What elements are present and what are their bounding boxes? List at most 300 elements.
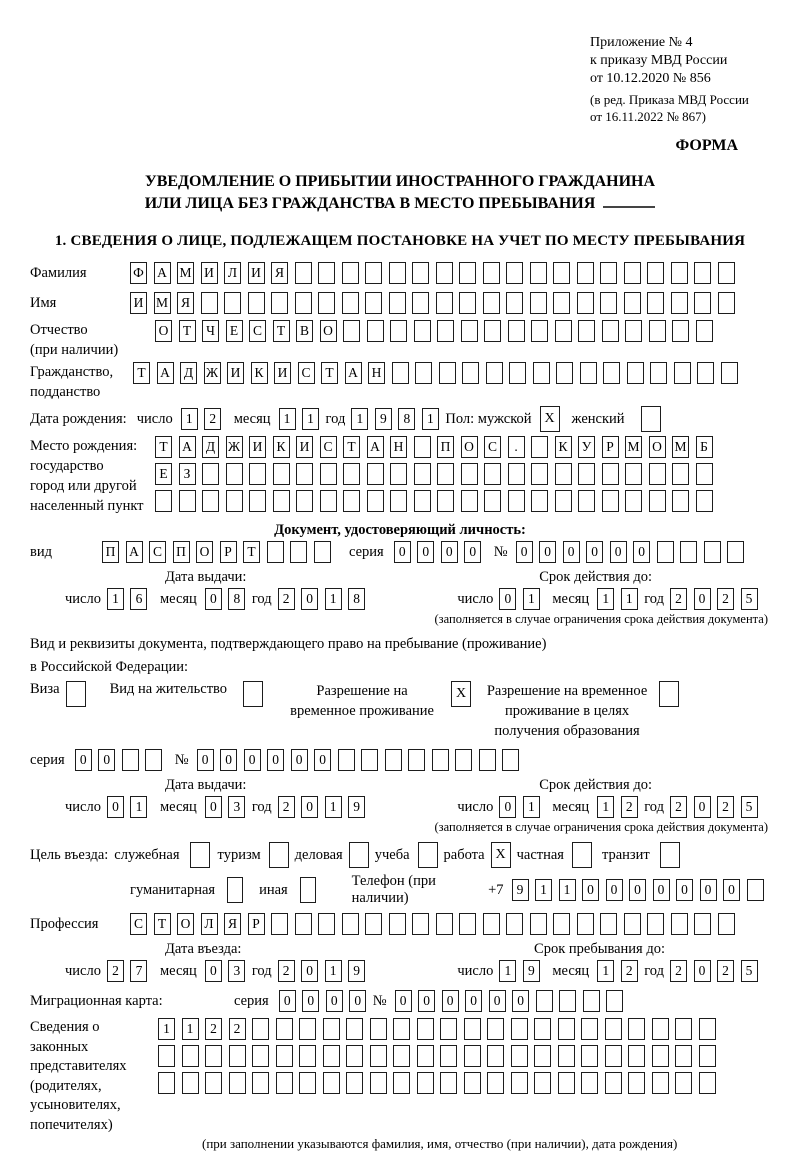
char-cell[interactable] bbox=[179, 490, 196, 512]
char-cell[interactable] bbox=[440, 1072, 457, 1094]
char-cell[interactable] bbox=[437, 320, 454, 342]
char-cell[interactable] bbox=[699, 1072, 716, 1094]
char-cell[interactable]: Л bbox=[201, 913, 218, 935]
char-cell[interactable]: 2 bbox=[278, 796, 295, 818]
char-cell[interactable]: 0 bbox=[205, 960, 222, 982]
char-cell[interactable] bbox=[248, 292, 265, 314]
char-cell[interactable] bbox=[600, 913, 617, 935]
char-cell[interactable] bbox=[122, 749, 139, 771]
char-cell[interactable] bbox=[647, 262, 664, 284]
char-cell[interactable]: З bbox=[179, 463, 196, 485]
char-cell[interactable] bbox=[276, 1072, 293, 1094]
char-cell[interactable]: И bbox=[130, 292, 147, 314]
char-cell[interactable]: 0 bbox=[539, 541, 556, 563]
char-cell[interactable] bbox=[718, 913, 735, 935]
char-cell[interactable]: А bbox=[345, 362, 362, 384]
char-cell[interactable] bbox=[229, 1045, 246, 1067]
char-cell[interactable] bbox=[531, 436, 548, 458]
char-cell[interactable] bbox=[459, 292, 476, 314]
char-cell[interactable]: 0 bbox=[633, 541, 650, 563]
char-cell[interactable] bbox=[440, 1045, 457, 1067]
char-cell[interactable]: . bbox=[508, 436, 525, 458]
char-cell[interactable]: 1 bbox=[302, 408, 319, 430]
char-cell[interactable] bbox=[437, 490, 454, 512]
purpose-transit-checkbox[interactable] bbox=[660, 842, 680, 868]
char-cell[interactable] bbox=[346, 1072, 363, 1094]
char-cell[interactable]: Л bbox=[224, 262, 241, 284]
char-cell[interactable] bbox=[581, 1018, 598, 1040]
char-cell[interactable]: 9 bbox=[523, 960, 540, 982]
char-cell[interactable]: В bbox=[296, 320, 313, 342]
char-cell[interactable] bbox=[487, 1072, 504, 1094]
char-cell[interactable]: И bbox=[249, 436, 266, 458]
char-cell[interactable] bbox=[484, 490, 501, 512]
char-cell[interactable] bbox=[511, 1018, 528, 1040]
char-cell[interactable]: 1 bbox=[422, 408, 439, 430]
char-cell[interactable] bbox=[696, 490, 713, 512]
char-cell[interactable]: 0 bbox=[98, 749, 115, 771]
char-cell[interactable] bbox=[652, 1072, 669, 1094]
char-cell[interactable]: Н bbox=[368, 362, 385, 384]
char-cell[interactable] bbox=[511, 1072, 528, 1094]
char-cell[interactable]: 0 bbox=[394, 541, 411, 563]
char-cell[interactable] bbox=[158, 1072, 175, 1094]
char-cell[interactable]: 2 bbox=[621, 796, 638, 818]
char-cell[interactable]: 0 bbox=[606, 879, 623, 901]
char-cell[interactable] bbox=[459, 913, 476, 935]
char-cell[interactable] bbox=[628, 1018, 645, 1040]
char-cell[interactable]: 0 bbox=[417, 541, 434, 563]
char-cell[interactable]: 8 bbox=[228, 588, 245, 610]
char-cell[interactable] bbox=[578, 463, 595, 485]
char-cell[interactable] bbox=[249, 490, 266, 512]
char-cell[interactable] bbox=[390, 463, 407, 485]
char-cell[interactable] bbox=[299, 1018, 316, 1040]
char-cell[interactable] bbox=[390, 490, 407, 512]
char-cell[interactable]: 0 bbox=[197, 749, 214, 771]
char-cell[interactable] bbox=[461, 490, 478, 512]
char-cell[interactable]: А bbox=[367, 436, 384, 458]
char-cell[interactable] bbox=[558, 1072, 575, 1094]
char-cell[interactable] bbox=[555, 320, 572, 342]
char-cell[interactable]: 0 bbox=[244, 749, 261, 771]
char-cell[interactable]: 2 bbox=[204, 408, 221, 430]
char-cell[interactable] bbox=[511, 1045, 528, 1067]
char-cell[interactable] bbox=[649, 463, 666, 485]
char-cell[interactable] bbox=[343, 463, 360, 485]
char-cell[interactable] bbox=[534, 1045, 551, 1067]
char-cell[interactable] bbox=[462, 362, 479, 384]
purpose-tourism-checkbox[interactable] bbox=[269, 842, 289, 868]
char-cell[interactable] bbox=[580, 362, 597, 384]
char-cell[interactable] bbox=[439, 362, 456, 384]
char-cell[interactable] bbox=[536, 990, 553, 1012]
char-cell[interactable] bbox=[600, 262, 617, 284]
char-cell[interactable] bbox=[252, 1072, 269, 1094]
char-cell[interactable] bbox=[412, 292, 429, 314]
char-cell[interactable] bbox=[417, 1072, 434, 1094]
char-cell[interactable]: 1 bbox=[279, 408, 296, 430]
char-cell[interactable] bbox=[414, 490, 431, 512]
char-cell[interactable] bbox=[271, 292, 288, 314]
char-cell[interactable] bbox=[602, 490, 619, 512]
char-cell[interactable] bbox=[365, 262, 382, 284]
char-cell[interactable]: И bbox=[201, 262, 218, 284]
char-cell[interactable]: К bbox=[273, 436, 290, 458]
char-cell[interactable] bbox=[624, 262, 641, 284]
char-cell[interactable]: И bbox=[248, 262, 265, 284]
char-cell[interactable]: О bbox=[461, 436, 478, 458]
char-cell[interactable]: 1 bbox=[597, 588, 614, 610]
char-cell[interactable] bbox=[202, 463, 219, 485]
char-cell[interactable] bbox=[747, 879, 764, 901]
purpose-official-checkbox[interactable] bbox=[190, 842, 210, 868]
char-cell[interactable] bbox=[680, 541, 697, 563]
char-cell[interactable] bbox=[577, 262, 594, 284]
char-cell[interactable] bbox=[534, 1072, 551, 1094]
char-cell[interactable]: 1 bbox=[597, 960, 614, 982]
char-cell[interactable] bbox=[412, 913, 429, 935]
char-cell[interactable]: 0 bbox=[302, 990, 319, 1012]
char-cell[interactable]: И bbox=[296, 436, 313, 458]
char-cell[interactable] bbox=[252, 1018, 269, 1040]
char-cell[interactable]: 1 bbox=[130, 796, 147, 818]
char-cell[interactable]: О bbox=[155, 320, 172, 342]
char-cell[interactable] bbox=[389, 913, 406, 935]
char-cell[interactable]: 2 bbox=[205, 1018, 222, 1040]
char-cell[interactable]: С bbox=[484, 436, 501, 458]
char-cell[interactable] bbox=[694, 913, 711, 935]
char-cell[interactable] bbox=[459, 262, 476, 284]
char-cell[interactable] bbox=[699, 1045, 716, 1067]
char-cell[interactable]: 3 bbox=[228, 960, 245, 982]
char-cell[interactable]: О bbox=[177, 913, 194, 935]
char-cell[interactable] bbox=[323, 1018, 340, 1040]
char-cell[interactable] bbox=[464, 1018, 481, 1040]
char-cell[interactable] bbox=[649, 320, 666, 342]
char-cell[interactable] bbox=[694, 262, 711, 284]
char-cell[interactable] bbox=[295, 292, 312, 314]
char-cell[interactable] bbox=[652, 1045, 669, 1067]
char-cell[interactable] bbox=[464, 1045, 481, 1067]
char-cell[interactable]: 0 bbox=[694, 960, 711, 982]
char-cell[interactable]: 1 bbox=[107, 588, 124, 610]
char-cell[interactable] bbox=[578, 490, 595, 512]
char-cell[interactable]: П bbox=[102, 541, 119, 563]
char-cell[interactable]: 2 bbox=[670, 960, 687, 982]
char-cell[interactable]: Р bbox=[220, 541, 237, 563]
char-cell[interactable] bbox=[205, 1045, 222, 1067]
char-cell[interactable] bbox=[605, 1018, 622, 1040]
char-cell[interactable] bbox=[508, 320, 525, 342]
char-cell[interactable] bbox=[389, 262, 406, 284]
char-cell[interactable]: 0 bbox=[267, 749, 284, 771]
char-cell[interactable] bbox=[273, 463, 290, 485]
char-cell[interactable]: У bbox=[578, 436, 595, 458]
char-cell[interactable] bbox=[414, 320, 431, 342]
purpose-study-checkbox[interactable] bbox=[418, 842, 438, 868]
char-cell[interactable] bbox=[276, 1018, 293, 1040]
char-cell[interactable]: М bbox=[177, 262, 194, 284]
char-cell[interactable]: 9 bbox=[348, 960, 365, 982]
char-cell[interactable] bbox=[657, 541, 674, 563]
char-cell[interactable]: И bbox=[274, 362, 291, 384]
residence-permit-checkbox[interactable] bbox=[243, 681, 263, 707]
char-cell[interactable] bbox=[671, 292, 688, 314]
char-cell[interactable] bbox=[699, 1018, 716, 1040]
char-cell[interactable]: 0 bbox=[694, 588, 711, 610]
char-cell[interactable]: 2 bbox=[717, 960, 734, 982]
char-cell[interactable]: 0 bbox=[205, 588, 222, 610]
char-cell[interactable] bbox=[555, 490, 572, 512]
sex-female-checkbox[interactable] bbox=[641, 406, 661, 432]
char-cell[interactable] bbox=[727, 541, 744, 563]
char-cell[interactable] bbox=[625, 463, 642, 485]
char-cell[interactable] bbox=[273, 490, 290, 512]
char-cell[interactable] bbox=[479, 749, 496, 771]
char-cell[interactable]: П bbox=[173, 541, 190, 563]
char-cell[interactable]: 0 bbox=[499, 796, 516, 818]
char-cell[interactable]: 1 bbox=[325, 796, 342, 818]
char-cell[interactable] bbox=[602, 320, 619, 342]
char-cell[interactable] bbox=[650, 362, 667, 384]
char-cell[interactable]: 0 bbox=[512, 990, 529, 1012]
char-cell[interactable] bbox=[672, 490, 689, 512]
char-cell[interactable] bbox=[437, 463, 454, 485]
temporary-residence-checkbox[interactable]: X bbox=[451, 681, 471, 707]
char-cell[interactable]: 0 bbox=[563, 541, 580, 563]
char-cell[interactable]: 1 bbox=[325, 588, 342, 610]
char-cell[interactable]: К bbox=[251, 362, 268, 384]
char-cell[interactable]: М bbox=[154, 292, 171, 314]
char-cell[interactable]: А bbox=[126, 541, 143, 563]
char-cell[interactable]: 1 bbox=[597, 796, 614, 818]
char-cell[interactable] bbox=[314, 541, 331, 563]
char-cell[interactable] bbox=[558, 1045, 575, 1067]
char-cell[interactable]: 1 bbox=[325, 960, 342, 982]
char-cell[interactable]: И bbox=[227, 362, 244, 384]
char-cell[interactable] bbox=[342, 913, 359, 935]
char-cell[interactable] bbox=[318, 262, 335, 284]
char-cell[interactable] bbox=[483, 292, 500, 314]
char-cell[interactable]: 0 bbox=[442, 990, 459, 1012]
char-cell[interactable]: 0 bbox=[220, 749, 237, 771]
char-cell[interactable]: 2 bbox=[107, 960, 124, 982]
char-cell[interactable]: 0 bbox=[205, 796, 222, 818]
purpose-private-checkbox[interactable] bbox=[572, 842, 592, 868]
char-cell[interactable]: 2 bbox=[670, 588, 687, 610]
char-cell[interactable] bbox=[299, 1045, 316, 1067]
char-cell[interactable]: 5 bbox=[741, 960, 758, 982]
char-cell[interactable]: 5 bbox=[741, 588, 758, 610]
char-cell[interactable]: 0 bbox=[499, 588, 516, 610]
char-cell[interactable] bbox=[578, 320, 595, 342]
char-cell[interactable] bbox=[506, 292, 523, 314]
char-cell[interactable]: О bbox=[649, 436, 666, 458]
char-cell[interactable] bbox=[704, 541, 721, 563]
char-cell[interactable]: 2 bbox=[717, 588, 734, 610]
char-cell[interactable]: 9 bbox=[375, 408, 392, 430]
char-cell[interactable] bbox=[271, 913, 288, 935]
char-cell[interactable] bbox=[627, 362, 644, 384]
char-cell[interactable] bbox=[370, 1018, 387, 1040]
char-cell[interactable]: Р bbox=[248, 913, 265, 935]
char-cell[interactable] bbox=[581, 1072, 598, 1094]
char-cell[interactable] bbox=[559, 990, 576, 1012]
char-cell[interactable] bbox=[624, 292, 641, 314]
char-cell[interactable] bbox=[296, 490, 313, 512]
char-cell[interactable]: Р bbox=[602, 436, 619, 458]
char-cell[interactable] bbox=[342, 292, 359, 314]
char-cell[interactable]: 1 bbox=[351, 408, 368, 430]
char-cell[interactable] bbox=[365, 913, 382, 935]
education-residence-checkbox[interactable] bbox=[659, 681, 679, 707]
char-cell[interactable]: М bbox=[625, 436, 642, 458]
char-cell[interactable]: Ж bbox=[226, 436, 243, 458]
char-cell[interactable] bbox=[392, 362, 409, 384]
char-cell[interactable] bbox=[320, 490, 337, 512]
char-cell[interactable] bbox=[367, 463, 384, 485]
char-cell[interactable]: Т bbox=[273, 320, 290, 342]
char-cell[interactable] bbox=[299, 1072, 316, 1094]
char-cell[interactable]: 0 bbox=[610, 541, 627, 563]
char-cell[interactable]: 1 bbox=[535, 879, 552, 901]
char-cell[interactable]: Ф bbox=[130, 262, 147, 284]
char-cell[interactable]: Е bbox=[226, 320, 243, 342]
char-cell[interactable]: Т bbox=[321, 362, 338, 384]
char-cell[interactable]: 5 bbox=[741, 796, 758, 818]
char-cell[interactable]: 0 bbox=[301, 796, 318, 818]
char-cell[interactable] bbox=[530, 262, 547, 284]
char-cell[interactable] bbox=[182, 1072, 199, 1094]
char-cell[interactable] bbox=[628, 1045, 645, 1067]
char-cell[interactable] bbox=[440, 1018, 457, 1040]
char-cell[interactable] bbox=[367, 320, 384, 342]
char-cell[interactable]: 7 bbox=[130, 960, 147, 982]
char-cell[interactable]: 2 bbox=[670, 796, 687, 818]
purpose-work-checkbox[interactable]: X bbox=[491, 842, 511, 868]
char-cell[interactable] bbox=[155, 490, 172, 512]
char-cell[interactable]: 0 bbox=[301, 960, 318, 982]
char-cell[interactable] bbox=[226, 463, 243, 485]
char-cell[interactable] bbox=[556, 362, 573, 384]
char-cell[interactable] bbox=[671, 262, 688, 284]
char-cell[interactable]: Т bbox=[133, 362, 150, 384]
char-cell[interactable] bbox=[652, 1018, 669, 1040]
char-cell[interactable] bbox=[393, 1072, 410, 1094]
char-cell[interactable] bbox=[577, 913, 594, 935]
char-cell[interactable] bbox=[229, 1072, 246, 1094]
char-cell[interactable] bbox=[696, 320, 713, 342]
char-cell[interactable]: Б bbox=[696, 436, 713, 458]
char-cell[interactable]: 0 bbox=[107, 796, 124, 818]
char-cell[interactable] bbox=[484, 463, 501, 485]
char-cell[interactable] bbox=[290, 541, 307, 563]
char-cell[interactable]: Ч bbox=[202, 320, 219, 342]
char-cell[interactable] bbox=[385, 749, 402, 771]
char-cell[interactable]: 0 bbox=[676, 879, 693, 901]
char-cell[interactable] bbox=[296, 463, 313, 485]
char-cell[interactable] bbox=[553, 262, 570, 284]
char-cell[interactable] bbox=[581, 1045, 598, 1067]
char-cell[interactable]: П bbox=[437, 436, 454, 458]
purpose-humanitarian-checkbox[interactable] bbox=[227, 877, 243, 903]
char-cell[interactable] bbox=[675, 1018, 692, 1040]
char-cell[interactable] bbox=[486, 362, 503, 384]
char-cell[interactable]: 1 bbox=[182, 1018, 199, 1040]
char-cell[interactable] bbox=[224, 292, 241, 314]
char-cell[interactable]: А bbox=[154, 262, 171, 284]
char-cell[interactable]: С bbox=[298, 362, 315, 384]
char-cell[interactable]: Ж bbox=[204, 362, 221, 384]
char-cell[interactable] bbox=[455, 749, 472, 771]
char-cell[interactable]: 0 bbox=[586, 541, 603, 563]
char-cell[interactable]: 0 bbox=[489, 990, 506, 1012]
char-cell[interactable] bbox=[461, 463, 478, 485]
char-cell[interactable] bbox=[276, 1045, 293, 1067]
char-cell[interactable] bbox=[370, 1072, 387, 1094]
sex-male-checkbox[interactable]: X bbox=[540, 406, 560, 432]
char-cell[interactable] bbox=[318, 292, 335, 314]
char-cell[interactable] bbox=[393, 1018, 410, 1040]
char-cell[interactable] bbox=[370, 1045, 387, 1067]
char-cell[interactable] bbox=[508, 490, 525, 512]
char-cell[interactable] bbox=[647, 292, 664, 314]
char-cell[interactable]: Т bbox=[343, 436, 360, 458]
char-cell[interactable] bbox=[558, 1018, 575, 1040]
char-cell[interactable] bbox=[436, 913, 453, 935]
char-cell[interactable]: 1 bbox=[621, 588, 638, 610]
char-cell[interactable] bbox=[483, 913, 500, 935]
char-cell[interactable] bbox=[531, 490, 548, 512]
char-cell[interactable]: 0 bbox=[301, 588, 318, 610]
char-cell[interactable]: 9 bbox=[512, 879, 529, 901]
char-cell[interactable] bbox=[506, 262, 523, 284]
char-cell[interactable]: Т bbox=[179, 320, 196, 342]
char-cell[interactable]: 0 bbox=[291, 749, 308, 771]
char-cell[interactable] bbox=[508, 463, 525, 485]
char-cell[interactable]: Д bbox=[180, 362, 197, 384]
purpose-business-checkbox[interactable] bbox=[349, 842, 369, 868]
char-cell[interactable]: 2 bbox=[717, 796, 734, 818]
char-cell[interactable] bbox=[506, 913, 523, 935]
char-cell[interactable]: 0 bbox=[441, 541, 458, 563]
char-cell[interactable] bbox=[530, 913, 547, 935]
char-cell[interactable] bbox=[696, 463, 713, 485]
char-cell[interactable]: Е bbox=[155, 463, 172, 485]
char-cell[interactable]: 0 bbox=[653, 879, 670, 901]
char-cell[interactable]: 0 bbox=[314, 749, 331, 771]
char-cell[interactable] bbox=[647, 913, 664, 935]
char-cell[interactable]: 0 bbox=[700, 879, 717, 901]
char-cell[interactable] bbox=[605, 1045, 622, 1067]
char-cell[interactable] bbox=[675, 1045, 692, 1067]
char-cell[interactable]: 1 bbox=[559, 879, 576, 901]
char-cell[interactable]: 9 bbox=[348, 796, 365, 818]
char-cell[interactable]: 8 bbox=[348, 588, 365, 610]
char-cell[interactable]: 0 bbox=[694, 796, 711, 818]
char-cell[interactable] bbox=[534, 1018, 551, 1040]
char-cell[interactable]: Т bbox=[154, 913, 171, 935]
char-cell[interactable] bbox=[628, 1072, 645, 1094]
char-cell[interactable] bbox=[432, 749, 449, 771]
char-cell[interactable] bbox=[323, 1072, 340, 1094]
char-cell[interactable]: 0 bbox=[629, 879, 646, 901]
char-cell[interactable]: С bbox=[249, 320, 266, 342]
char-cell[interactable] bbox=[502, 749, 519, 771]
char-cell[interactable] bbox=[718, 292, 735, 314]
char-cell[interactable] bbox=[531, 463, 548, 485]
